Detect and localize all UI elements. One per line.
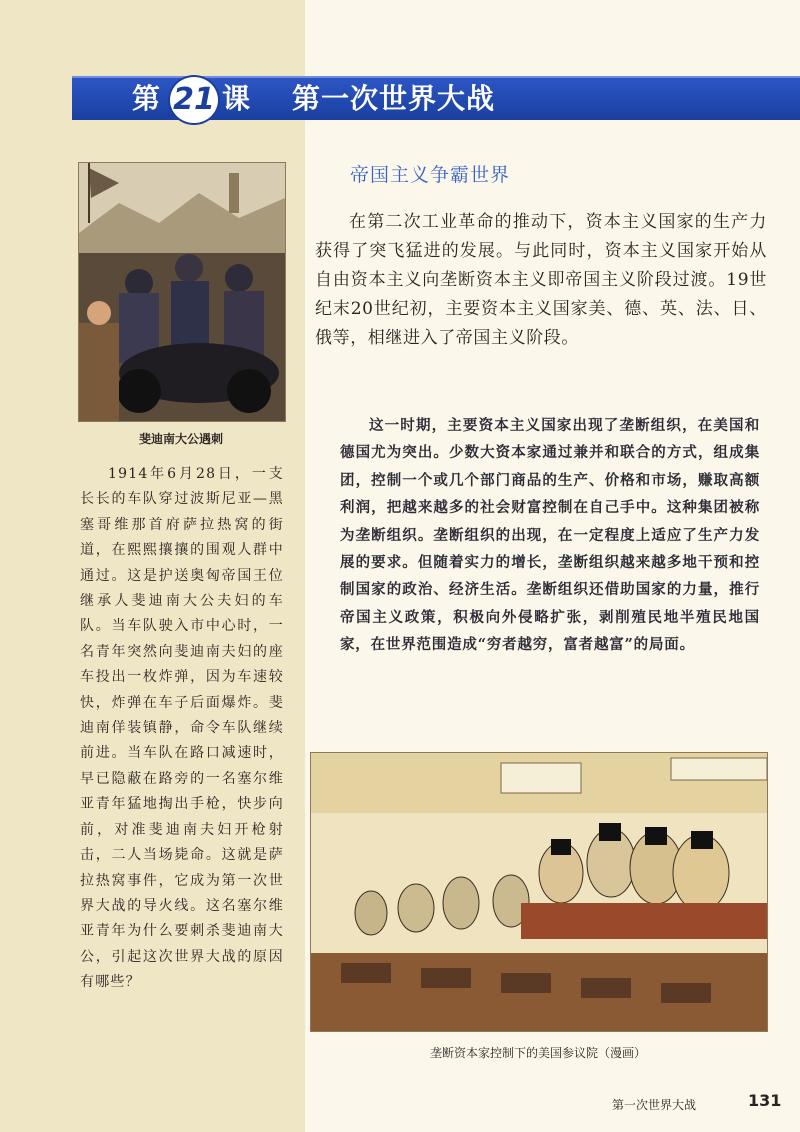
lesson-title-bar	[72, 76, 800, 120]
cartoon-caption: 垄断资本家控制下的美国参议院（漫画）	[429, 1046, 646, 1060]
senate-cartoon-drawing	[311, 753, 767, 1031]
main-paragraph: 在第二次工业革命的推动下，资本主义国家的生产力获得了突飞猛进的发展。与此同时，资本主义国家开始从自由资本主义向垄断资本主义即帝国主义阶段过渡。19世纪末20世纪初，主要资本主义国家美、德、英、法、日、俄等，相继进入了帝国主义阶段。	[315, 212, 767, 348]
page-number: 131	[748, 1091, 782, 1110]
monopoly-note-paragraph: 这一时期，主要资本主义国家出现了垄断组织，在美国和德国尤为突出。少数大资本家通过兼并和联合的方式，组成集团，控制一个或几个部门商品的生产、价格和市场，赚取高额利润，把越来越多的社会财富控制在自己手中。这种集团被称为垄断组织。垄断组织的出现，在一定程度上适应了生产力发展的要求。但随着实力的增长，垄断组织越来越多地干预和控制国家的政治、经济生活。垄断组织还借助国家的力量，推行帝国主义政策，积极向外侵略扩张，剥削殖民地半殖民地国家，在世界范围造成“穷者越穷，富者越富”的局面。	[340, 417, 760, 654]
assassination-painting	[79, 163, 285, 421]
section-heading: 帝国主义争霸世界	[350, 164, 511, 186]
lesson-number-badge: 21	[168, 75, 220, 125]
footer-chapter-title: 第一次世界大战	[612, 1098, 697, 1112]
lesson-prefix: 第	[132, 82, 161, 115]
photo-caption: 斐迪南大公遇刺	[138, 432, 223, 446]
senate-cartoon	[310, 752, 768, 1032]
assassination-illustration	[78, 162, 286, 422]
lesson-suffix: 课	[222, 82, 251, 115]
lesson-title: 第一次世界大战	[292, 82, 496, 115]
sarajevo-story-text: 1914年6月28日，一支长长的车队穿过波斯尼亚—黑塞哥维那首府萨拉热窝的街道，在熙熙攘攘的围观人群中通过。这是护送奥匈帝国王位继承人斐迪南大公夫妇的车队。当车队驶入市中心时，一名青年突然向斐迪南夫妇的座车投出一枚炸弹，因为车速较快，炸弹在车子后面爆炸。斐迪南佯装镇静，命令车队继续前进。当车队在路口减速时，早已隐蔽在路旁的一名塞尔维亚青年猛地掏出手枪，快步向前，对准斐迪南夫妇开枪射击，二人当场毙命。这就是萨拉热窝事件，它成为第一次世界大战的导火线。这名塞尔维亚青年为什么要刺杀斐迪南大公，引起这次世界大战的原因有哪些？	[80, 466, 284, 991]
